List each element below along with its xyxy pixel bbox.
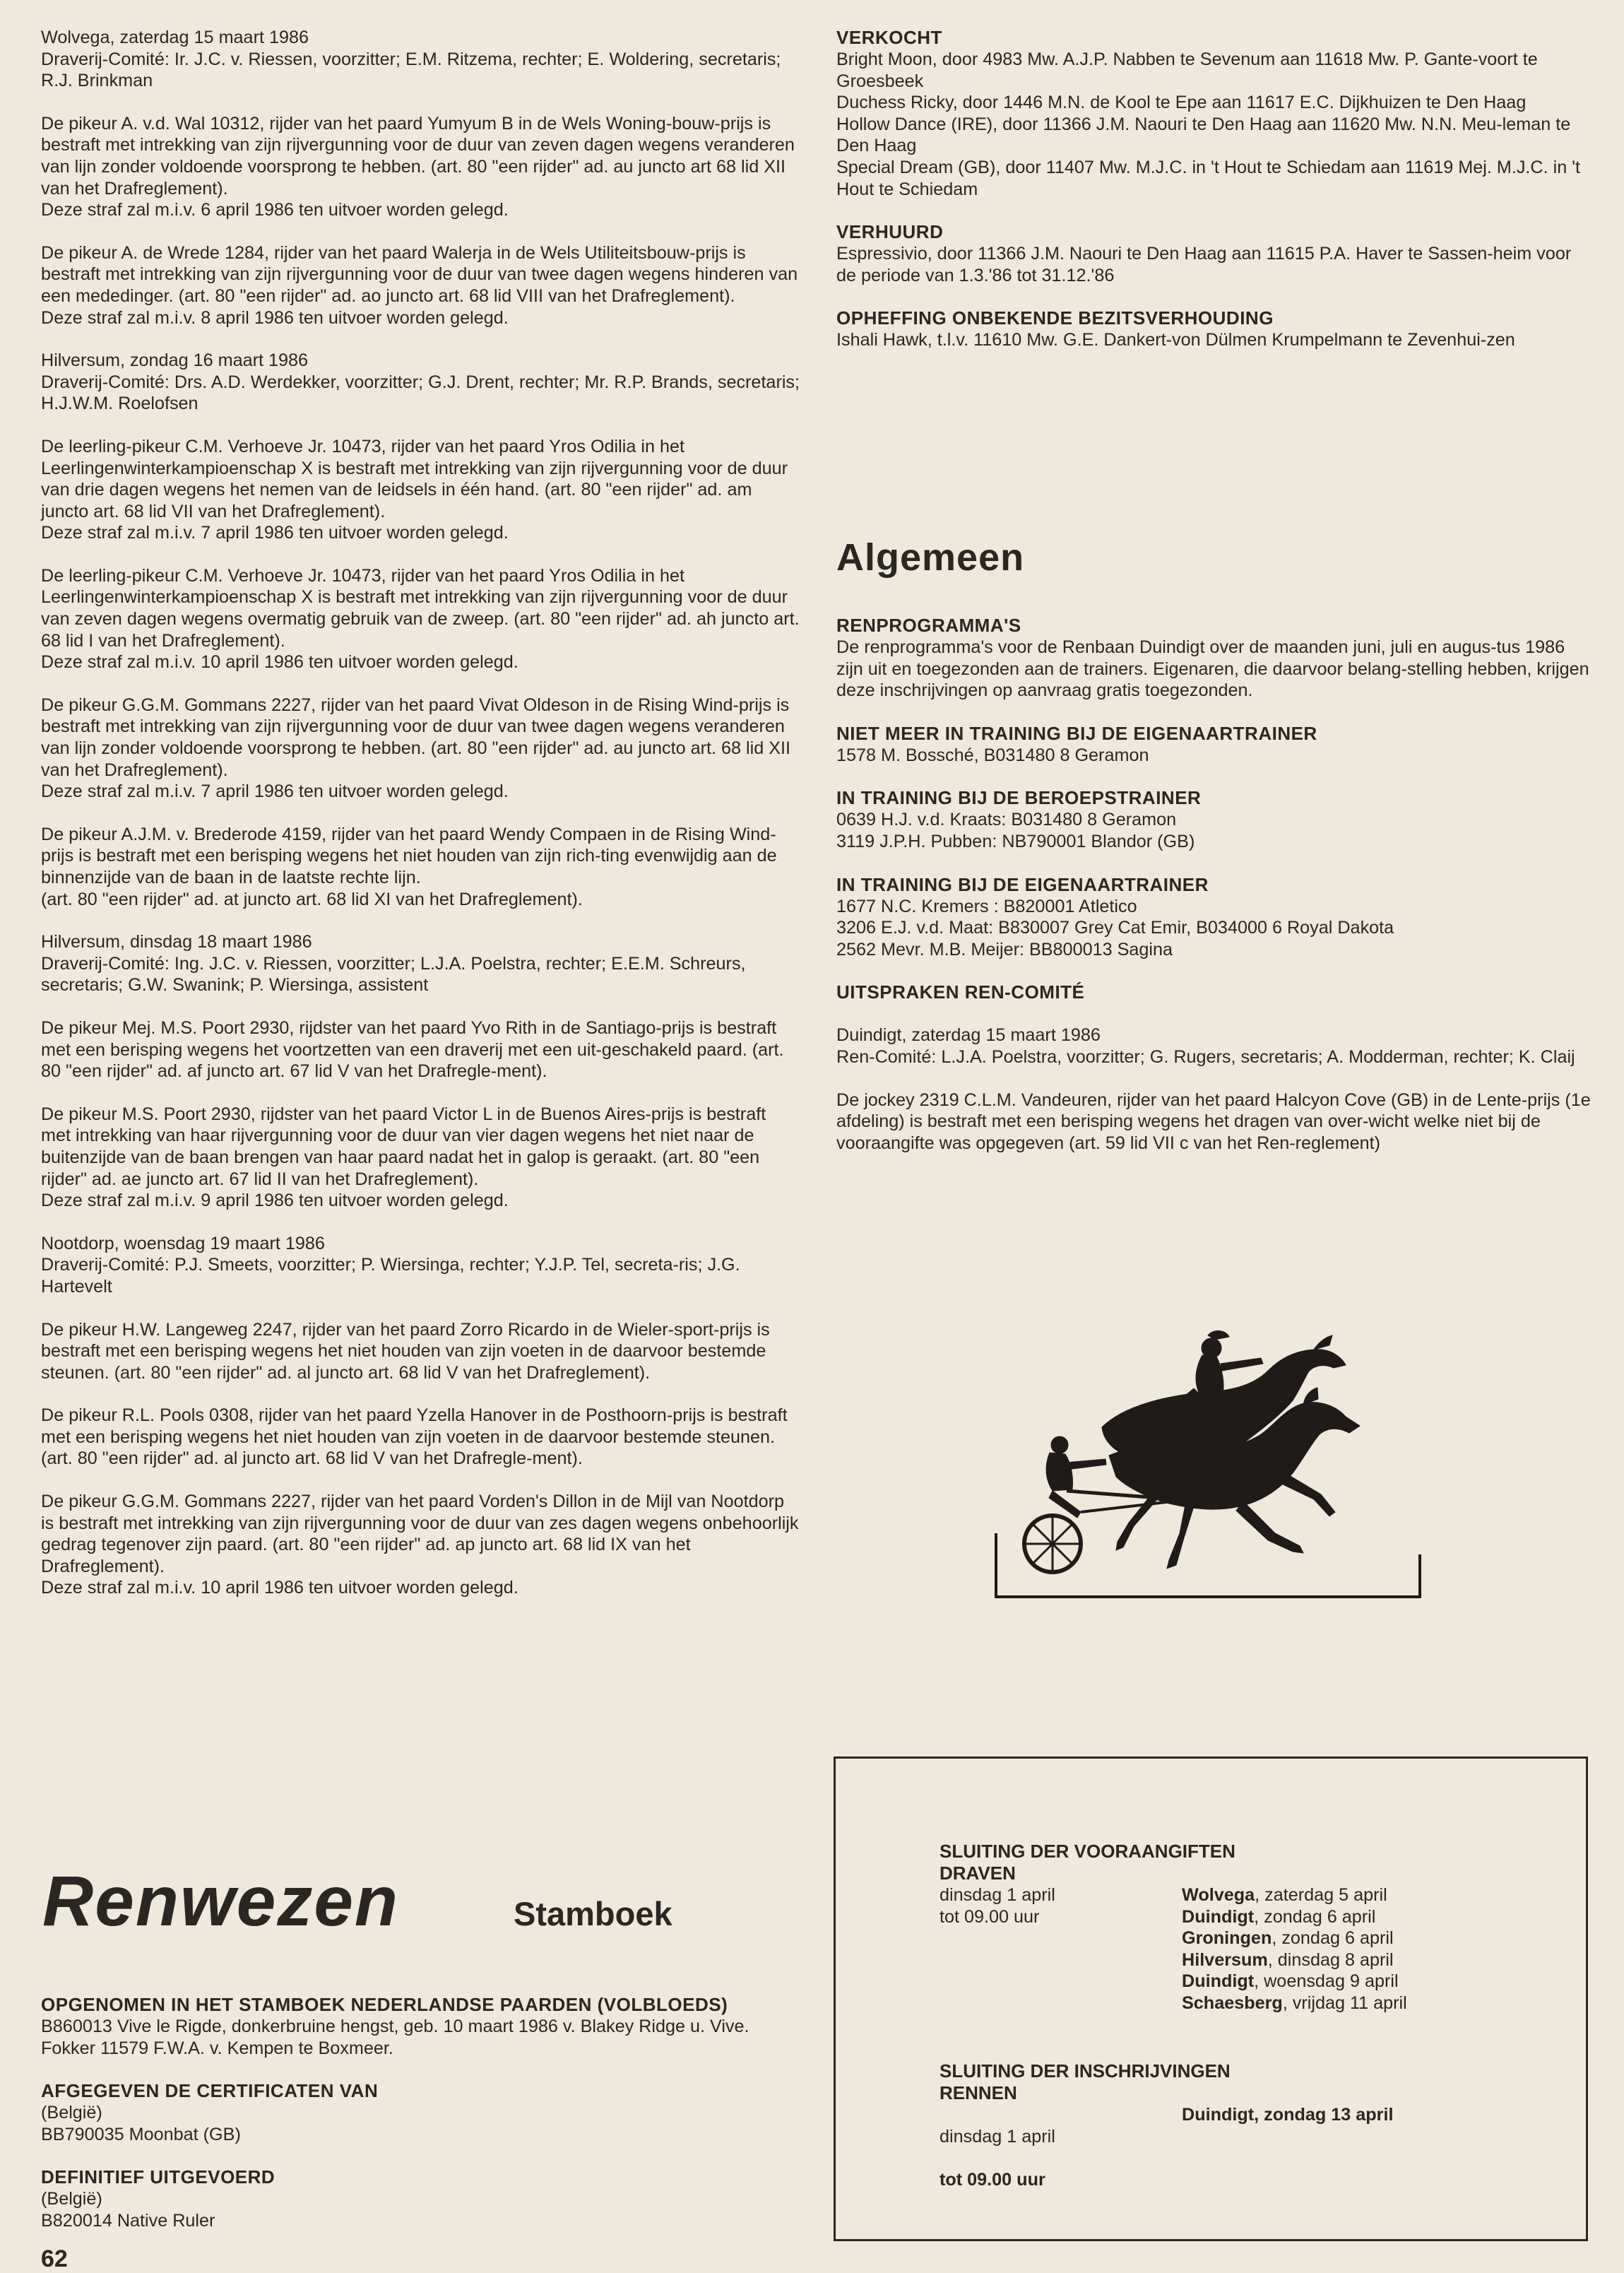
closing-date: , zaterdag 5 april [1255, 1885, 1387, 1905]
section-body: Duindigt, zaterdag 15 maart 1986 Ren-Comité: L.J.A. Poelstra, voorzitter; G. Rugers, secretaris; A. Modderman, rechter; K. Claij [836, 1025, 1575, 1067]
paragraph: De leerling-pikeur C.M. Verhoeve Jr. 10473, rijder van het paard Yros Odilia in het Leerlingenwinterkampioenschap X is bestraft met intrekking van zijn rijvergunning voor de duur van zeven dagen wegens overmatig gebruik van de zweep. (art. 80 "een rijder" ad. ah juncto art. 68 lid I van het Drafreglement). Deze straf zal m.i.v. 10 april 1986 ten uitvoer worden gelegd. [41, 565, 800, 673]
closing-place: Duindigt [1182, 1906, 1255, 1927]
paragraph: De pikeur A. v.d. Wal 10312, rijder van het paard Yumyum B in de Wels Woning-bouw-prijs is bestraft met intrekking van zijn rijvergunning voor de duur van zeven dagen wegens veranderen van lijn zonder voldoende voorsprong te hebben. (art. 80 "een rijder" ad. au juncto art 68 lid XII van het Drafreglement). Deze straf zal m.i.v. 6 april 1986 ten uitvoer worden gelegd. [41, 113, 795, 220]
page-number: 62 [41, 2245, 68, 2272]
section-heading: VERHUURD [836, 221, 944, 243]
closing-place: Hilversum [1182, 1949, 1268, 1970]
paragraph: De pikeur A.J.M. v. Brederode 4159, rijder van het paard Wendy Compaen in de Rising Wind-prijs is bestraft met een berisping wegens het niet houden van zijn rich-ting evenwijdig aan de binnenzijde van de baan in de laatste rechte lijn. (art. 80 "een rijder" ad. at juncto art. 68 lid XI van het Drafreglement). [41, 824, 777, 909]
section-body: 0639 H.J. v.d. Kraats: B031480 8 Geramon 3119 J.P.H. Pubben: NB790001 Blandor (GB) [836, 810, 1195, 851]
paragraph: Nootdorp, woensdag 19 maart 1986 Draverij-Comité: P.J. Smeets, voorzitter; P. Wiersinga, rechter; Y.J.P. Tel, secreta-ris; J.G. Hartevelt [41, 1233, 740, 1297]
section-block [836, 1090, 1596, 1155]
closing-date-line [1182, 1884, 1407, 1906]
paragraph: De pikeur G.G.M. Gommans 2227, rijder van het paard Vorden's Dillon in de Mijl van Nootdorp is bestraft met intrekking van zijn rijvergunning voor de duur van zes dagen wegens onbehoorlijk gedrag tegenover zijn paard. (art. 80 "een rijder" ad. ap juncto art. 68 lid IX van het Drafreglement). Deze straf zal m.i.v. 10 april 1986 ten uitvoer worden gelegd. [41, 1492, 799, 1598]
closing-inschrijvingen-deadline-time: tot 09.00 uur [940, 2169, 1045, 2190]
closing-place: Duindigt [1182, 1971, 1255, 1992]
section-block [836, 221, 1592, 286]
closing-place: Schaesberg [1182, 1992, 1283, 2013]
section-block [836, 615, 1596, 702]
section-block [41, 1994, 804, 2059]
section-title-algemeen: Algemeen [836, 536, 1025, 579]
section-heading: IN TRAINING BIJ DE EIGENAARTRAINER [836, 873, 1209, 895]
section-block [836, 874, 1596, 961]
section-title-renwezen: Renwezen [42, 1862, 400, 1941]
paragraph: De pikeur M.S. Poort 2930, rijdster van het paard Victor L in de Buenos Aires-prijs is bestraft met intrekking van haar rijvergunning voor de duur van vier dagen wegens het niet naar de buitenzijde van de baan brengen van haar paard nadat het in galop is geraakt. (art. 80 "een rijder" ad. ae juncto art. 67 lid II van het Drafreglement). Deze straf zal m.i.v. 9 april 1986 ten uitvoer worden gelegd. [41, 1104, 766, 1211]
paragraph: Wolvega, zaterdag 15 maart 1986 Draverij-Comité: Ir. J.C. v. Riessen, voorzitter; E.M. Ritzema, rechter; E. Woldering, secretaris; R.J. Brinkman [41, 28, 781, 91]
section-block [836, 307, 1592, 351]
section-body: Bright Moon, door 4983 Mw. A.J.P. Nabben te Sevenum aan 11618 Mw. P. Gante-voort te Groesbeek Duchess Ricky, door 1446 M.N. de Kool te Epe aan 11617 E.C. Dijkhuizen te Den Haag Hollow Dance (IRE), door 11366 J.M. Naouri te Den Haag aan 11620 Mw. N.N. Meu-leman te Den Haag Special Dream (GB), door 11407 Mw. M.J.C. in 't Hout te Schiedam aan 11619 Mej. M.J.C. in 't Hout te Schiedam [836, 49, 1581, 199]
section-block [836, 723, 1596, 767]
closing-date-line [1182, 1992, 1407, 2014]
section-heading: UITSPRAKEN REN-COMITÉ [836, 981, 1085, 1003]
closing-place: Groningen [1182, 1928, 1272, 1949]
section-heading: OPHEFFING ONBEKENDE BEZITSVERHOUDING [836, 307, 1274, 329]
section-body: De jockey 2319 C.L.M. Vandeuren, rijder van het paard Halcyon Cove (GB) in de Lente-prijs (1e afdeling) is bestraft met een berisping wegens het dragen van over-wicht welke niet bij de vooraangifte was opgegeven (art. 59 lid VII c van het Ren-reglement) [836, 1090, 1591, 1153]
section-block [41, 2080, 804, 2145]
closing-date-line [1182, 1971, 1407, 1992]
paragraph: De pikeur A. de Wrede 1284, rijder van het paard Walerja in de Wels Utiliteitsbouw-prijs is bestraft met intrekking van zijn rijvergunning voor de duur van twee dagen wegens hinderen van een mededinger. (art. 80 "een rijder" ad. ao juncto art. 68 lid VIII van het Drafreglement). Deze straf zal m.i.v. 8 april 1986 ten uitvoer worden gelegd. [41, 242, 798, 328]
left-column [41, 27, 800, 1620]
closing-inschrijvingen-deadline-date: dinsdag 1 april [940, 2126, 1055, 2147]
section-body: (België) B820014 Native Ruler [41, 2189, 215, 2231]
closing-vooraangiften-dates [1182, 1884, 1407, 2014]
section-heading: OPGENOMEN IN HET STAMBOEK NEDERLANDSE PAARDEN (VOLBLOEDS) [41, 1994, 728, 2015]
right-column-top [836, 27, 1592, 372]
section-block [41, 2166, 804, 2231]
closing-date: , dinsdag 8 april [1267, 1949, 1394, 1970]
section-block [836, 27, 1592, 200]
closing-date-line [1182, 1949, 1407, 1971]
section-block [836, 787, 1596, 852]
section-heading: NIET MEER IN TRAINING BIJ DE EIGENAARTRAINER [836, 722, 1317, 744]
section-body: Espressivio, door 11366 J.M. Naouri te Den Haag aan 11615 P.A. Haver te Sassen-heim voor de periode van 1.3.'86 tot 31.12.'86 [836, 244, 1572, 285]
closing-vooraangiften [940, 1841, 1575, 2014]
paragraph: De pikeur R.L. Pools 0308, rijder van het paard Yzella Hanover in de Posthoorn-prijs is bestraft met een berisping wegens het niet houden van zijn voeten in de daarvoor bestemde steunen. (art. 80 "een rijder" ad. al juncto art. 68 lid V van het Drafregle-ment). [41, 1405, 788, 1469]
paragraph: De leerling-pikeur C.M. Verhoeve Jr. 10473, rijder van het paard Yros Odilia in het Leerlingenwinterkampioenschap X is bestraft met intrekking van zijn rijvergunning voor de duur van drie dagen wegens het nemen van de leidsels in één hand. (art. 80 "een rijder" ad. am juncto art. 68 lid VII van het Drafreglement). Deze straf zal m.i.v. 7 april 1986 ten uitvoer worden gelegd. [41, 436, 788, 543]
paragraph: De pikeur H.W. Langeweg 2247, rijder van het paard Zorro Ricardo in de Wieler-sport-prijs is bestraft met een berisping wegens het niet houden van zijn voeten in de daarvoor bestemde steunen. (art. 80 "een rijder" ad. al juncto art. 68 lid V van het Drafreglement). [41, 1319, 770, 1383]
trotting-horse-illustration [982, 1321, 1427, 1604]
closing-vooraangiften-heading: SLUITING DER VOORAANGIFTEN DRAVEN [940, 1841, 1235, 1884]
closing-inschrijvingen-date: Duindigt, zondag 13 april [1182, 2105, 1394, 2125]
closing-date-line [1182, 1927, 1407, 1949]
section-heading: VERKOCHT [836, 27, 942, 48]
closing-inschrijvingen-heading: SLUITING DER INSCHRIJVINGEN RENNEN [940, 2060, 1231, 2103]
section-title-stamboek: Stamboek [514, 1895, 672, 1932]
section-block [836, 1025, 1596, 1068]
section-block [836, 981, 1596, 1003]
closing-date: , vrijdag 11 april [1282, 1992, 1407, 2013]
section-heading: RENPROGRAMMA'S [836, 615, 1021, 636]
closing-place: Wolvega [1182, 1885, 1255, 1905]
section-body: 1578 M. Bossché, B031480 8 Geramon [836, 745, 1149, 765]
section-heading: AFGEGEVEN DE CERTIFICATEN VAN [41, 2080, 379, 2102]
section-body: (België) BB790035 Moonbat (GB) [41, 2103, 241, 2144]
right-column-bottom [836, 615, 1596, 1175]
closing-date: , zondag 6 april [1254, 1906, 1376, 1927]
closing-date: , zondag 6 april [1272, 1928, 1394, 1949]
paragraph: De pikeur Mej. M.S. Poort 2930, rijdster van het paard Yvo Rith in de Santiago-prijs is bestraft met een berisping wegens het voortzetten van een draverij met een uit-geschakeld paard. (art. 80 "een rijder" ad. af juncto art. 67 lid V van het Drafregle-ment). [41, 1017, 784, 1082]
section-body: De renprogramma's voor de Renbaan Duindigt over de maanden juni, juli en augus-tus 1986 zijn uit en toegezonden aan de trainers. Eigenaren, die daarvoor belang-stelling hebben, krijgen deze inschrijvingen op aanvraag gratis toegezonden. [836, 637, 1589, 701]
closing-date-line [1182, 1906, 1407, 1928]
paragraph: Hilversum, dinsdag 18 maart 1986 Draverij-Comité: Ing. J.C. v. Riessen, voorzitter; L.J.A. Poelstra, rechter; E.E.M. Schreurs, secretaris; G.W. Swanink; P. Wiersinga, assistent [41, 932, 746, 996]
section-heading: IN TRAINING BIJ DE BEROEPSTRAINER [836, 787, 1202, 809]
paragraph: De pikeur G.G.M. Gommans 2227, rijder van het paard Vivat Oldeson in de Rising Wind-prijs is bestraft met intrekking van zijn rijvergunning voor de duur van twee dagen wegens veranderen van lijn zonder voldoende voorsprong te hebben. (art. 80 "een rijder" ad. au juncto art. 68 lid XII van het Drafreglement). Deze straf zal m.i.v. 7 april 1986 ten uitvoer worden gelegd. [41, 695, 791, 802]
closing-inschrijvingen [940, 2060, 1575, 2212]
section-body: B860013 Vive le Rigde, donkerbruine hengst, geb. 10 maart 1986 v. Blakey Ridge u. Vive. Fokker 11579 F.W.A. v. Kempen te Boxmeer. [41, 2017, 749, 2058]
section-body: Ishali Hawk, t.l.v. 11610 Mw. G.E. Dankert-von Dülmen Krumpelmann te Zevenhui-zen [836, 330, 1515, 350]
section-body: 1677 N.C. Kremers : B820001 Atletico 3206 E.J. v.d. Maat: B830007 Grey Cat Emir, B034000 6 Royal Dakota 2562 Mevr. M.B. Meijer: BB800013 Sagina [836, 896, 1394, 960]
stamboek-section [41, 1994, 804, 2253]
closing-vooraangiften-deadline: dinsdag 1 april tot 09.00 uur [940, 1885, 1055, 1927]
section-heading: DEFINITIEF UITGEVOERD [41, 2166, 275, 2188]
closing-date: , woensdag 9 april [1254, 1971, 1399, 1992]
paragraph: Hilversum, zondag 16 maart 1986 Draverij-Comité: Drs. A.D. Werdekker, voorzitter; G.J. Drent, rechter; Mr. R.P. Brands, secretaris; H.J.W.M. Roelofsen [41, 350, 800, 414]
